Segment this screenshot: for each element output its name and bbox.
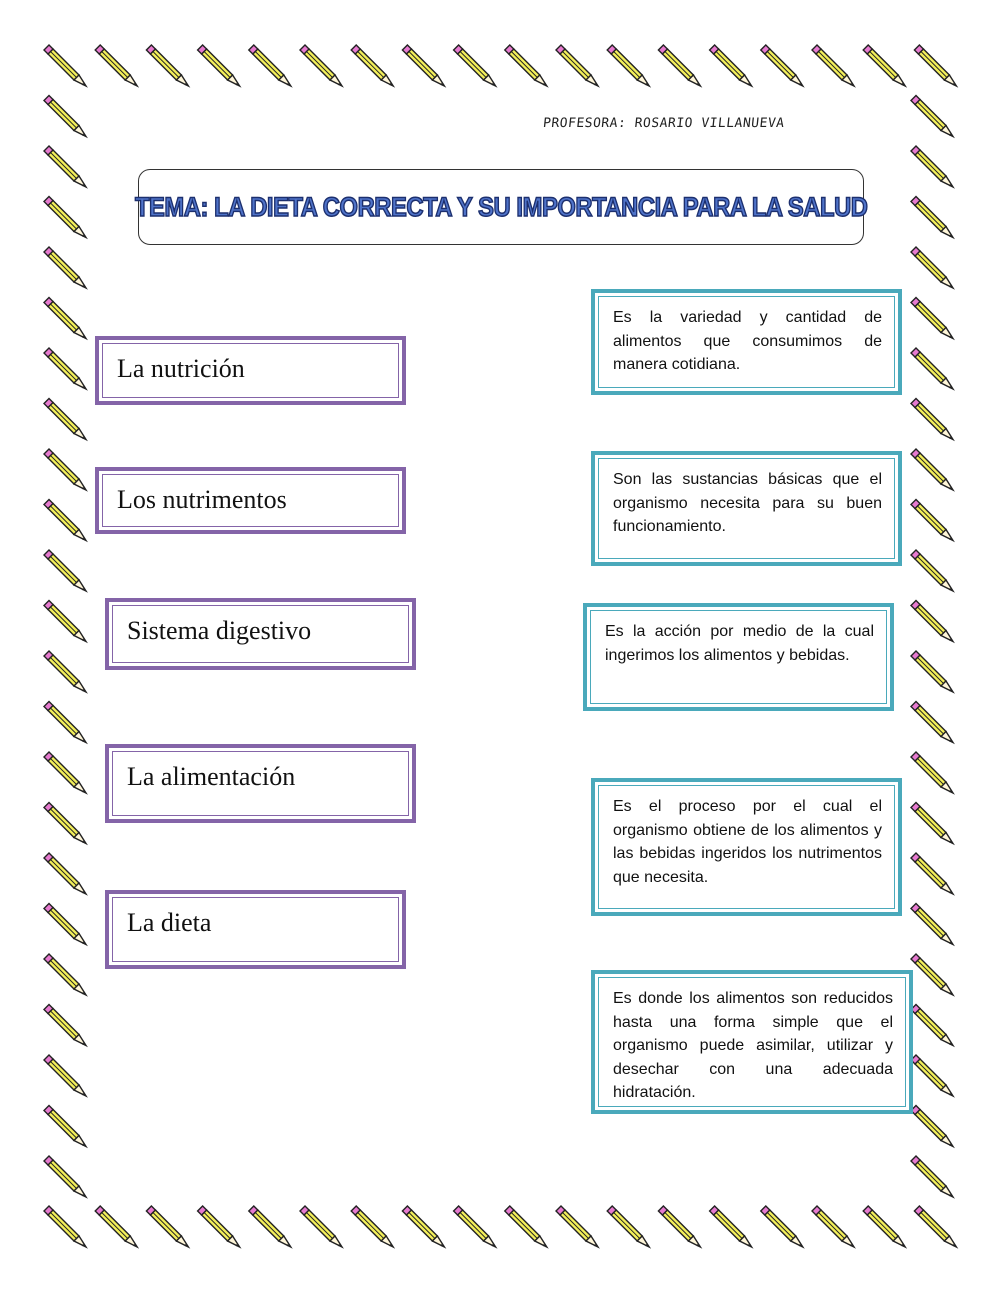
pencil-icon — [911, 399, 953, 440]
pencil-icon — [911, 601, 953, 642]
pencil-icon — [658, 1206, 700, 1247]
pencil-icon — [812, 45, 854, 86]
definition-card-3[interactable] — [583, 603, 894, 711]
pencil-icon — [556, 1206, 598, 1247]
term-label: La dieta — [112, 897, 399, 962]
pencil-icon — [911, 752, 953, 793]
pencil-icon — [911, 853, 953, 894]
pencil-icon — [607, 45, 649, 86]
pencil-icon — [300, 45, 342, 86]
pencil-icon — [911, 651, 953, 692]
pencil-icon — [44, 247, 86, 288]
pencil-icon — [812, 1206, 854, 1247]
pencil-icon — [505, 1206, 547, 1247]
pencil-icon — [402, 45, 444, 86]
pencil-icon — [44, 550, 86, 591]
pencil-icon — [911, 96, 953, 137]
pencil-icon — [911, 550, 953, 591]
definition-card-1[interactable] — [591, 289, 902, 395]
pencil-icon — [911, 803, 953, 844]
term-label: Sistema digestivo — [112, 605, 409, 663]
definition-text: Es el proceso por el cual el organismo obtiene de los alimentos y las bebidas ingeridos los nutrimentos que necesita. — [598, 785, 895, 909]
term-card-nutrimentos[interactable] — [95, 467, 406, 534]
pencil-icon — [911, 146, 953, 187]
pencil-icon — [911, 702, 953, 743]
pencil-icon — [911, 197, 953, 238]
pencil-icon — [44, 146, 86, 187]
definition-text: Son las sustancias básicas que el organismo necesita para su buen funcionamiento. — [598, 458, 895, 559]
pencil-icon — [249, 1206, 291, 1247]
pencil-icon — [44, 1206, 86, 1247]
pencil-icon — [911, 500, 953, 541]
pencil-icon — [658, 45, 700, 86]
pencil-icon — [198, 45, 240, 86]
title-box — [134, 169, 868, 245]
pencil-icon — [914, 45, 956, 86]
pencil-icon — [44, 752, 86, 793]
pencil-icon — [95, 1206, 137, 1247]
pencil-icon — [710, 1206, 752, 1247]
pencil-icon — [863, 1206, 905, 1247]
pencil-icon — [911, 1005, 953, 1046]
pencil-icon — [761, 45, 803, 86]
definition-card-4[interactable] — [591, 778, 902, 916]
pencil-icon — [44, 601, 86, 642]
pencil-icon — [198, 1206, 240, 1247]
pencil-icon — [911, 247, 953, 288]
pencil-icon — [911, 1055, 953, 1096]
pencil-icon — [911, 1156, 953, 1197]
pencil-icon — [505, 45, 547, 86]
pencil-icon — [911, 954, 953, 995]
pencil-icon — [44, 904, 86, 945]
pencil-icon — [863, 45, 905, 86]
term-card-nutricion[interactable] — [95, 336, 406, 405]
pencil-icon — [710, 45, 752, 86]
page-title: TEMA: LA DIETA CORRECTA Y SU IMPORTANCIA PARA LA SALUD — [134, 191, 868, 222]
term-card-sistema-digestivo[interactable] — [105, 598, 416, 670]
definition-text: Es donde los alimentos son reducidos hasta una forma simple que el organismo puede asimilar, utilizar y desechar con una adecuada hidratación. — [598, 977, 906, 1107]
pencil-icon — [146, 1206, 188, 1247]
pencil-icon — [44, 1055, 86, 1096]
pencil-icon — [44, 1106, 86, 1147]
definition-card-5[interactable] — [591, 970, 913, 1114]
term-label: La alimentación — [112, 751, 409, 816]
pencil-icon — [454, 45, 496, 86]
pencil-icon — [44, 197, 86, 238]
term-label: La nutrición — [102, 343, 399, 398]
pencil-icon — [44, 298, 86, 339]
pencil-icon — [44, 803, 86, 844]
pencil-icon — [44, 399, 86, 440]
pencil-icon — [911, 1106, 953, 1147]
definition-text: Es la acción por medio de la cual ingerimos los alimentos y bebidas. — [590, 610, 887, 704]
teacher-name: PROFESORA: ROSARIO VILLANUEVA — [542, 116, 786, 131]
pencil-icon — [146, 45, 188, 86]
pencil-icon — [911, 298, 953, 339]
pencil-icon — [351, 45, 393, 86]
pencil-icon — [95, 45, 137, 86]
pencil-icon — [607, 1206, 649, 1247]
definition-card-2[interactable] — [591, 451, 902, 566]
pencil-icon — [761, 1206, 803, 1247]
pencil-icon — [44, 1156, 86, 1197]
pencil-icon — [556, 45, 598, 86]
pencil-icon — [44, 348, 86, 389]
pencil-icon — [454, 1206, 496, 1247]
pencil-icon — [44, 651, 86, 692]
pencil-icon — [44, 954, 86, 995]
pencil-icon — [911, 449, 953, 490]
pencil-icon — [44, 1005, 86, 1046]
pencil-icon — [351, 1206, 393, 1247]
pencil-icon — [44, 449, 86, 490]
pencil-icon — [914, 1206, 956, 1247]
pencil-icon — [911, 904, 953, 945]
term-card-alimentacion[interactable] — [105, 744, 416, 823]
pencil-icon — [402, 1206, 444, 1247]
pencil-icon — [300, 1206, 342, 1247]
term-label: Los nutrimentos — [102, 474, 399, 527]
pencil-icon — [44, 853, 86, 894]
term-card-dieta[interactable] — [105, 890, 406, 969]
pencil-icon — [44, 45, 86, 86]
pencil-icon — [44, 702, 86, 743]
definition-text: Es la variedad y cantidad de alimentos que consumimos de manera cotidiana. — [598, 296, 895, 388]
pencil-icon — [44, 96, 86, 137]
pencil-icon — [44, 500, 86, 541]
pencil-icon — [249, 45, 291, 86]
pencil-icon — [911, 348, 953, 389]
